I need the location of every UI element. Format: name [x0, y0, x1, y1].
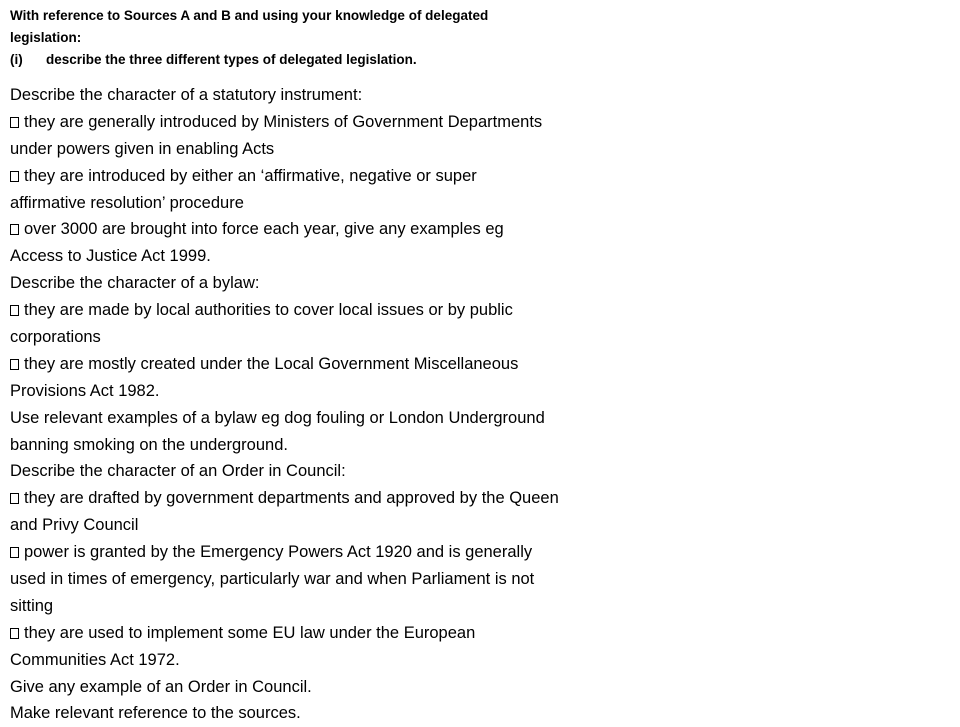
- text-line: [10, 593, 610, 620]
- line-text: they are mostly created under the Local Government Miscellaneous: [24, 354, 519, 373]
- bullet-box-icon: [10, 171, 19, 182]
- line-text: they are drafted by government departments and approved by the Queen: [24, 489, 559, 508]
- bullet-box-icon: [10, 628, 19, 639]
- line-text: Use relevant examples of a bylaw eg dog fouling or London Underground: [10, 408, 545, 427]
- line-text: Describe the character of a bylaw:: [10, 274, 260, 293]
- line-text: over 3000 are brought into force each year, give any examples eg: [24, 220, 504, 239]
- line-text: they are used to implement some EU law under the European: [24, 623, 476, 642]
- bullet-line: [10, 539, 610, 566]
- text-line: [10, 136, 610, 163]
- question-intro-line-1: With reference to Sources A and B and using your knowledge of delegated: [10, 8, 489, 23]
- text-line: [10, 324, 610, 351]
- text-line: [10, 243, 610, 270]
- bullet-box-icon: [10, 547, 19, 558]
- bullet-box-icon: [10, 224, 19, 235]
- bullet-line: [10, 163, 610, 190]
- question-text: describe the three different types of delegated legislation.: [46, 52, 417, 67]
- line-text: power is granted by the Emergency Powers Act 1920 and is generally: [24, 543, 533, 562]
- line-text: affirmative resolution’ procedure: [10, 193, 244, 212]
- bullet-box-icon: [10, 117, 19, 128]
- text-line: [10, 405, 610, 432]
- text-line: [10, 190, 610, 217]
- bullet-box-icon: [10, 359, 19, 370]
- answer-guidance: [10, 82, 610, 727]
- text-line: [10, 512, 610, 539]
- text-line: [10, 82, 610, 109]
- question-item: [10, 49, 570, 71]
- line-text: Give any example of an Order in Council.: [10, 677, 312, 696]
- bullet-line: [10, 109, 610, 136]
- line-text: under powers given in enabling Acts: [10, 139, 275, 158]
- bullet-box-icon: [10, 493, 19, 504]
- bullet-line: [10, 216, 610, 243]
- text-line: [10, 566, 610, 593]
- line-text: Provisions Act 1982.: [10, 381, 160, 400]
- text-line: [10, 647, 610, 674]
- text-line: [10, 700, 610, 727]
- text-line: [10, 378, 610, 405]
- bullet-line: [10, 297, 610, 324]
- line-text: Access to Justice Act 1999.: [10, 247, 211, 266]
- line-text: banning smoking on the underground.: [10, 435, 288, 454]
- bullet-line: [10, 351, 610, 378]
- line-text: they are generally introduced by Ministers of Government Departments: [24, 112, 543, 131]
- bullet-box-icon: [10, 305, 19, 316]
- line-text: used in times of emergency, particularly war and when Parliament is not: [10, 570, 535, 589]
- question-intro-line-2: legislation:: [10, 30, 82, 45]
- question-number: (i): [10, 52, 23, 67]
- text-line: [10, 432, 610, 459]
- question-header: [10, 5, 570, 71]
- line-text: and Privy Council: [10, 516, 139, 535]
- text-line: [10, 270, 610, 297]
- line-text: sitting: [10, 596, 54, 615]
- bullet-line: [10, 485, 610, 512]
- line-text: corporations: [10, 328, 101, 347]
- bullet-line: [10, 620, 610, 647]
- line-text: Make relevant reference to the sources.: [10, 704, 301, 723]
- line-text: they are made by local authorities to cover local issues or by public: [24, 301, 513, 320]
- line-text: Describe the character of a statutory instrument:: [10, 86, 363, 104]
- line-text: Communities Act 1972.: [10, 650, 180, 669]
- text-line: [10, 458, 610, 485]
- line-text: they are introduced by either an ‘affirmative, negative or super: [24, 166, 477, 185]
- text-line: [10, 674, 610, 701]
- line-text: Describe the character of an Order in Council:: [10, 462, 346, 481]
